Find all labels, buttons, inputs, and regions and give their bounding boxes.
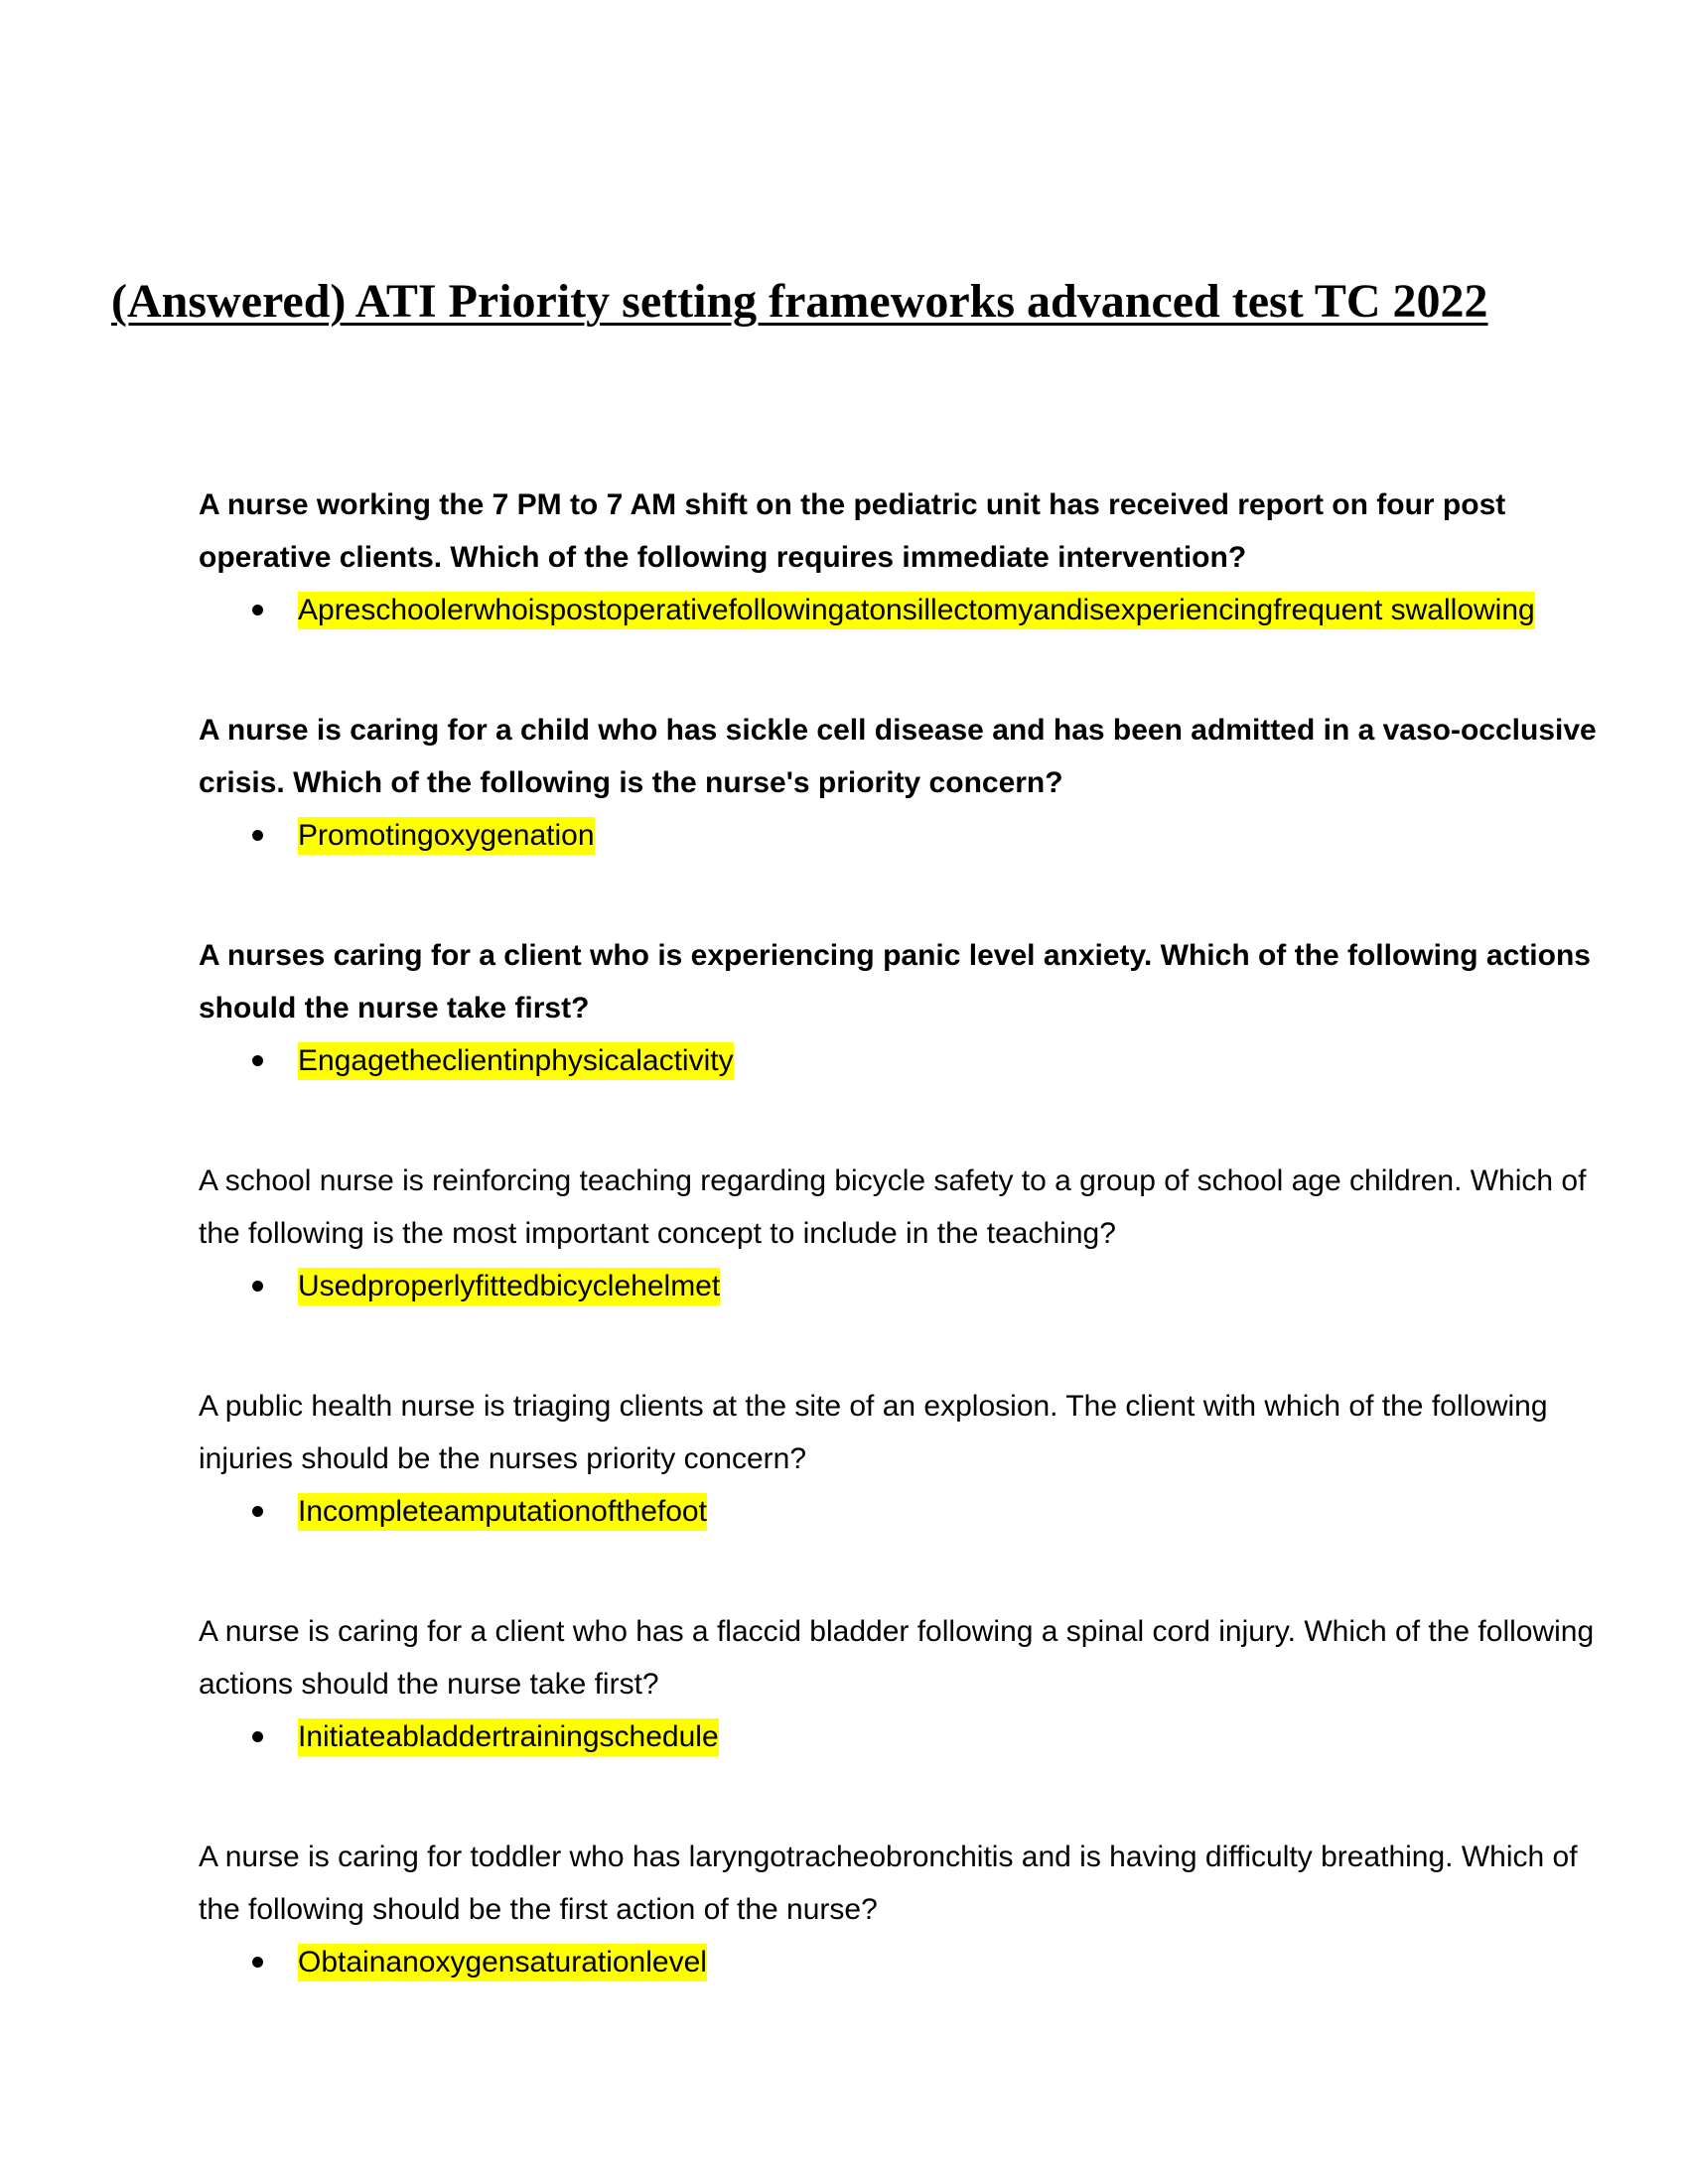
question-text: A nurse is caring for a child who has sickle cell disease and has been admitted in a vaso-occlusive crisis. Which of the following is the nurse's priority concern? <box>199 714 1597 799</box>
answer-list <box>199 584 1599 636</box>
question-block <box>199 1155 1599 1312</box>
answer-list <box>199 1936 1599 1988</box>
question-list <box>199 478 1599 2056</box>
answer-item <box>199 809 1599 862</box>
question-block <box>199 1605 1599 1763</box>
highlighted-answer: Initiateabladdertrainingschedule <box>298 1718 719 1756</box>
answer-item <box>199 1936 1599 1988</box>
bullet-icon <box>252 605 263 615</box>
answer-list <box>199 1034 1599 1087</box>
question-block <box>199 704 1599 862</box>
bullet-icon <box>252 830 263 841</box>
question-text: A nurses caring for a client who is experiencing panic level anxiety. Which of the following actions should the nurse take first? <box>199 939 1591 1024</box>
answer-item <box>199 584 1599 636</box>
answer-item <box>199 1034 1599 1087</box>
highlighted-answer: Usedproperlyfittedbicyclehelmet <box>298 1268 720 1305</box>
highlighted-answer: Obtainanoxygensaturationlevel <box>298 1944 707 1981</box>
question-text: A public health nurse is triaging clients at the site of an explosion. The client with which of the following injuries should be the nurses priority concern? <box>199 1390 1548 1475</box>
page-title: (Answered) ATI Priority setting frameworks advanced test TC 2022 <box>111 275 1488 328</box>
question-text: A nurse is caring for toddler who has laryngotracheobronchitis and is having difficulty breathing. Which of the following should be the first action of the nurse? <box>199 1841 1578 1926</box>
bullet-icon <box>252 1957 263 1968</box>
question-block <box>199 1831 1599 1988</box>
answer-item <box>199 1485 1599 1538</box>
answer-list <box>199 1260 1599 1312</box>
highlighted-answer: Incompleteamputationofthefoot <box>298 1493 707 1531</box>
answer-list <box>199 1485 1599 1538</box>
highlighted-answer: Apreschoolerwhoispostoperativefollowingatonsillectomyandisexperiencingfrequent swallowing <box>298 592 1535 629</box>
bullet-icon <box>252 1281 263 1292</box>
question-text: A school nurse is reinforcing teaching regarding bicycle safety to a group of school age children. Which of the following is the most important concept to include in the teaching? <box>199 1164 1587 1250</box>
answer-list <box>199 809 1599 862</box>
answer-item <box>199 1710 1599 1763</box>
question-block <box>199 929 1599 1087</box>
question-text: A nurse is caring for a client who has a flaccid bladder following a spinal cord injury. Which of the following actions should the nurse take first? <box>199 1615 1595 1701</box>
question-text: A nurse working the 7 PM to 7 AM shift on the pediatric unit has received report on four post operative clients. Which of the following requires immediate intervention? <box>199 488 1506 574</box>
highlighted-answer: Promotingoxygenation <box>298 817 595 855</box>
highlighted-answer: Engagetheclientinphysicalactivity <box>298 1042 734 1080</box>
bullet-icon <box>252 1506 263 1517</box>
question-block <box>199 1380 1599 1538</box>
bullet-icon <box>252 1055 263 1066</box>
answer-item <box>199 1260 1599 1312</box>
question-block <box>199 478 1599 636</box>
answer-list <box>199 1710 1599 1763</box>
bullet-icon <box>252 1731 263 1742</box>
